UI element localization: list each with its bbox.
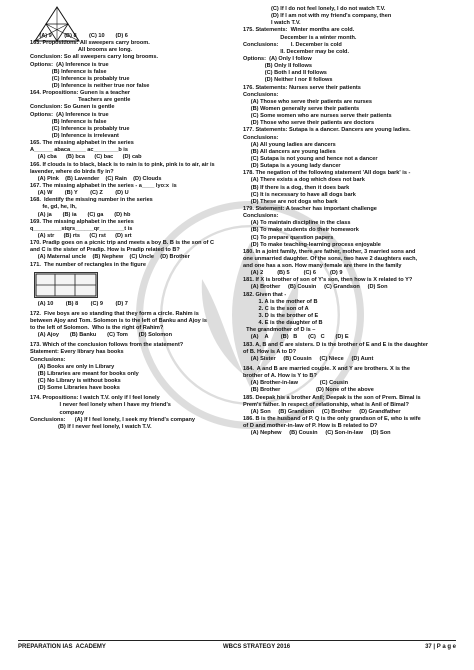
text-line: (A) str (B) rts (C) rst (D) srt xyxy=(30,232,132,239)
text-line: (A) Books are only in Library xyxy=(30,363,115,370)
text-line: (B) Inference is false xyxy=(30,68,107,75)
text-line: (C) Some women who are nurses serve their patients xyxy=(243,113,392,120)
text-line: Conclusion: So Gunen is gentle xyxy=(30,104,115,111)
text-line: 2. C is the son of A xyxy=(243,305,309,312)
text-line: (C) To prepare question papers xyxy=(243,234,334,241)
text-line: (A) ja (B) ia (C) ga (D) hb xyxy=(30,211,131,218)
text-line: (A) There exists a dog which does not bark xyxy=(243,177,365,184)
triangle-figure xyxy=(34,6,80,42)
right-column xyxy=(243,6,455,437)
text-line: 176. Statements: Nurses serve their patients xyxy=(243,84,361,91)
text-line: (D) Those who serve their patients are doctors xyxy=(243,120,375,127)
text-line: (D) Inference is neither true nor false xyxy=(30,82,150,89)
rectangles-figure xyxy=(34,272,98,298)
text-line: Conclusions: xyxy=(243,213,279,220)
text-line: I watch T.V. xyxy=(243,20,301,27)
text-line: All brooms are long. xyxy=(30,47,133,54)
text-line: II. December may be cold. xyxy=(243,48,350,55)
text-line: Prem's father. In respect of relationship, what is Anil of Bimal? xyxy=(243,401,409,408)
text-line: Teachers are gentle xyxy=(30,97,131,104)
text-line: (D) Sutapa is a young lady dancer xyxy=(243,163,341,170)
text-line: q_________stqrs______qr________t is xyxy=(30,225,133,232)
text-line: (A) A (B) B (C) C (D) E xyxy=(243,334,349,341)
left-column-lines-b xyxy=(30,301,236,431)
text-line: (B) All dancers are young ladies xyxy=(243,148,336,155)
text-line: one unmarried daughter. Of the sons, two have 2 daughters each, xyxy=(243,255,418,262)
text-line: (A) 9 (B) 8 (C) 10 (D) 6 xyxy=(30,33,128,39)
text-line: Options: (A) Inference is true xyxy=(30,111,109,118)
text-line: (A) W (B) Y (C) Z (D) U xyxy=(30,190,129,197)
text-line: 165. The missing alphabet in the series xyxy=(30,140,134,147)
text-line: (C) No Library is without books xyxy=(30,378,121,385)
text-line: (D) To make teaching-learning process enjoyable xyxy=(243,241,381,248)
text-line: 177. Statements: Sutapa is a dancer. Dancers are young ladies. xyxy=(243,127,411,134)
text-line: brother of A. How is Y to B? xyxy=(243,373,317,380)
text-line: (B) If I never feel lonely, I watch T.V. xyxy=(30,423,152,430)
text-line: (C) Both I and II follows xyxy=(243,70,327,77)
text-line: (D) Some Libraries have books xyxy=(30,385,120,392)
text-line: 166. If clouds is to black, black is to rain is to pink, pink is to air, air is xyxy=(30,161,215,168)
text-line: 184. A and B are married couple. X and Y are brothers. X is the xyxy=(243,366,410,373)
text-line: 170. Pradip goes on a picnic trip and meets a boy B. B is the son of C xyxy=(30,240,215,247)
text-line: (D) If I am not with my friend's company, then xyxy=(243,13,392,20)
text-line: 167. The missing alphabet in the series - a____ lyo:x is xyxy=(30,182,177,189)
footer-book-title: WBCS STRATEGY 2016 xyxy=(223,644,291,650)
text-line: lavender, where do birds fly in? xyxy=(30,168,114,175)
text-line: and C is the sister of Pradip. How is Pradip related to B? xyxy=(30,247,180,254)
text-line: Conclusion: So all sweepers carry long brooms. xyxy=(30,54,159,61)
text-line: The grandmother of D is – xyxy=(243,327,316,334)
text-line: (A) Son (B) Grandson (C) Brother (D) Grandfather xyxy=(243,408,401,415)
text-line: (B) Women generally serve their patients xyxy=(243,105,360,112)
text-line: Statement: Every library has books xyxy=(30,349,124,356)
text-line: (B) To make students do their homework xyxy=(243,227,359,234)
text-line: Conclusions: xyxy=(30,356,66,363)
text-line: company xyxy=(30,409,85,416)
text-line: I never feel lonely when I have my friend's xyxy=(30,402,171,409)
left-column-lines xyxy=(30,6,236,269)
text-line: (A) To maintain discipline in the class xyxy=(243,220,351,227)
text-line: Options: (A) Inference is true xyxy=(30,61,109,68)
text-line: 183. A, B and C are sisters. D is the brother of E and E is the daughter xyxy=(243,341,429,348)
text-line: (B) Inference is false xyxy=(30,118,107,125)
text-line: (A) Maternal uncle (B) Nephew (C) Uncle (D) Brother xyxy=(30,254,190,261)
text-line: Options: (A) Only I follow xyxy=(243,55,312,62)
text-line: (A) All young ladies are dancers xyxy=(243,141,336,148)
text-line: (A) Brother-in-law (C) Cousin xyxy=(243,380,349,387)
footer-page-number: 37 | P a g e xyxy=(425,644,456,650)
text-line: (C) It is necessary to have all dogs bark xyxy=(243,191,356,198)
text-line: 3. D is the brother of E xyxy=(243,313,319,320)
text-line: (C) Inference is probably true xyxy=(30,125,130,132)
text-line: (A) Brother (B) Cousin (C) Grandson (D) Son xyxy=(243,284,388,291)
text-line: 169. The missing alphabet in the series xyxy=(30,218,134,225)
text-line: fe, gd, he, lh, xyxy=(30,204,77,211)
text-line: and one has a son. How many female are there in the family xyxy=(243,263,402,270)
text-line: 180. In a joint family, there are father, mother, 3 married sons and xyxy=(243,248,416,255)
text-line: (D) These are not dogs who bark xyxy=(243,198,338,205)
text-line: 182. Given that - xyxy=(243,291,287,298)
text-line: (A) 2 (B) 5 (C) 6 (D) 9 xyxy=(243,270,343,277)
text-line: 164. Propositions: Gunen is a teacher xyxy=(30,90,131,97)
text-line: 171. The number of rectangles in the figure xyxy=(30,261,146,268)
text-line: to the left of Solomon. Who is the right of Rahim? xyxy=(30,325,164,332)
left-column xyxy=(30,6,236,431)
text-line: 186. B is the husband of P. Q is the only grandson of E, who is wife xyxy=(243,416,421,423)
footer-academy-name: PREPARATION IAS ACADEMY xyxy=(18,644,106,650)
text-line: 1. A is the mother of B xyxy=(243,298,318,305)
text-line: 173. Which of the conclusion follows from the statement? xyxy=(30,342,184,349)
text-line: 175. Statements: Winter months are cold. xyxy=(243,27,355,34)
text-line: (B) If there is a dog, then it does bark xyxy=(243,184,350,191)
text-line: (C) If I do not feel lonely, I do not watch T.V. xyxy=(243,6,386,12)
text-line: (C) Inference is probably true xyxy=(30,75,130,82)
text-line: Conclusions: xyxy=(243,91,279,98)
text-line: of B. How is A to D? xyxy=(243,348,297,355)
text-line: (A) cba (B) bca (C) bac (D) cab xyxy=(30,154,142,161)
text-line: Conclusions: xyxy=(243,134,279,141)
text-line: 185. Deepak his a brother Anil; Deepak is the son of Prem. Bimal is xyxy=(243,394,421,401)
text-line: (B) Only II follows xyxy=(243,63,312,70)
text-line: 4. E is the daughter of B xyxy=(243,320,323,327)
text-line: (A) Those who serve their patients are nurses xyxy=(243,98,373,105)
text-line: (A) 10 (B) 8 (C) 9 (D) 7 xyxy=(30,300,128,307)
text-line: 179. Statement: A teacher has important challenge xyxy=(243,205,377,212)
text-line: A______ abaca_____ ac________b is xyxy=(30,147,128,154)
text-line: (A) Nephew (B) Cousin (C) Son-in-law (D) Son xyxy=(243,430,391,437)
text-line: (B) Brother (D) None of the above xyxy=(243,387,374,394)
text-line: (D) Inference is irrelevant xyxy=(30,132,119,139)
text-line: of D and mother-in-law of P. How is B related to D? xyxy=(243,423,378,430)
text-line: (C) Sutapa is not young and hence not a dancer xyxy=(243,155,378,162)
text-line: 172. Five boys are so standing that they form a circle. Rahim is xyxy=(30,310,199,317)
text-line: Conclusions: (A) If I feel lonely, I seek my friend's company xyxy=(30,416,196,423)
text-line: 163. Propositions: All sweepers carry broom. xyxy=(30,40,150,47)
page-footer xyxy=(18,640,456,650)
right-column-lines xyxy=(243,6,455,437)
text-line: (A) Ajoy (B) Banku (C) Tom (D) Solomon xyxy=(30,332,173,339)
text-line: (B) Libraries are meant for books only xyxy=(30,370,139,377)
text-line: (A) Pink (B) Lavender (C) Rain (D) Clouds xyxy=(30,175,162,182)
text-line: 174. Propositions: I watch T.V. only if I feel lonely xyxy=(30,395,160,402)
text-line: 181. If X is brother of son of Y's son, then how is X related to Y? xyxy=(243,277,413,284)
text-line: 168. Identify the missing number in the series xyxy=(30,197,153,204)
text-line: December is a winter month. xyxy=(243,34,357,41)
text-line: 178. The negation of the following statement 'All dogs bark' is - xyxy=(243,170,411,177)
text-line: (A) Sister (B) Cousin (C) Niece (D) Aunt xyxy=(243,355,374,362)
text-line: between Ajoy and Tom. Solomon is to the left of Banku and Ajoy is xyxy=(30,317,207,324)
text-line: Conclusions: I. December is cold xyxy=(243,41,342,48)
text-line: (D) Neither I nor II follows xyxy=(243,77,333,84)
